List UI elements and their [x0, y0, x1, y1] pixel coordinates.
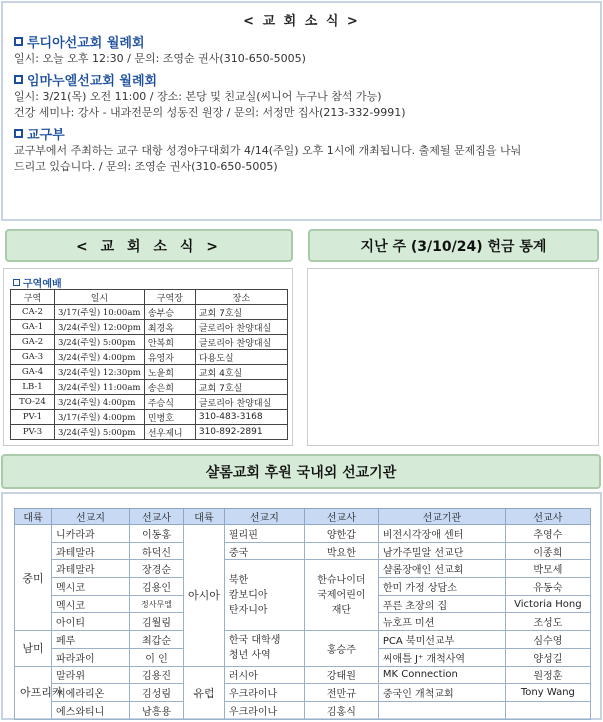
- news-item-immanuel: [14, 70, 600, 121]
- location-cell: 310-892-2891: [195, 425, 287, 440]
- square-bullet-icon: [13, 279, 20, 286]
- country-cell: 과테말라: [52, 560, 130, 578]
- country-cell: 파라과이: [52, 648, 130, 666]
- missionary-cell: 이종희: [505, 542, 590, 560]
- region-africa: 아프리카: [15, 666, 52, 719]
- country-cell: 말라위: [52, 666, 130, 684]
- missionary-cell: 유동숙: [505, 578, 590, 596]
- column-header: 선교사: [130, 509, 184, 525]
- district-cell: GA-4: [11, 365, 55, 380]
- missionary-cell: 하덕신: [130, 542, 184, 560]
- missions-rows: [15, 525, 591, 720]
- missionary-cell: 심수영: [505, 631, 590, 649]
- missionary-cell: 강태원: [304, 666, 378, 684]
- missionary-cell: 양성길: [505, 648, 590, 666]
- church-news-title: < 교 회 소 식 >: [243, 14, 360, 29]
- country-cell: 에스와티니: [52, 701, 130, 719]
- missionary-cell: 원정훈: [505, 666, 590, 684]
- table-row: [15, 525, 591, 543]
- org-cell: 씨애틀 J⁺ 개척사역: [378, 648, 505, 666]
- group-worship-table: [10, 289, 288, 440]
- table-row: [11, 395, 288, 410]
- news-item-line: 건강 세미나: 강사 - 내과전문의 성동진 원장 / 문의: 서정만 집사(213-332-9991): [14, 106, 406, 119]
- square-bullet-icon: [14, 129, 23, 138]
- leader-cell: 안복희: [144, 335, 195, 350]
- news-item-ludia: [14, 32, 600, 67]
- datetime-cell: 3/17(주일) 4:00pm: [55, 410, 145, 425]
- datetime-cell: 3/24(주일) 5:00pm: [55, 335, 145, 350]
- missionary-cell: 이동홍: [130, 525, 184, 543]
- missionary-cell: 남흥용: [130, 701, 184, 719]
- region-central-america: 중미: [15, 525, 52, 631]
- table-row: [11, 350, 288, 365]
- missionary-cell: 김홍식: [304, 701, 378, 719]
- missionary-cell: [505, 701, 590, 719]
- missionary-cell-multi: 한슈나이더 국제어린이 재단: [304, 560, 378, 631]
- square-bullet-icon: [14, 75, 23, 84]
- country-cell: 니카라과: [52, 525, 130, 543]
- leader-cell: 송은희: [144, 380, 195, 395]
- datetime-cell: 3/17(주일) 10:00am: [55, 305, 145, 320]
- column-header: 선교지: [52, 509, 130, 525]
- region-south-america: 남미: [15, 631, 52, 666]
- datetime-cell: 3/24(주일) 11:00am: [55, 380, 145, 395]
- missionary-cell: 정사무엘: [130, 595, 184, 613]
- column-header: 장소: [195, 290, 287, 305]
- org-cell: [378, 701, 505, 719]
- missionary-cell: Tony Wang: [505, 684, 590, 702]
- location-cell: 310-483-3168: [195, 410, 287, 425]
- leader-cell: 송부승: [144, 305, 195, 320]
- country-cell: 멕시코: [52, 578, 130, 596]
- group-worship-title: 구역예배: [23, 279, 62, 290]
- district-cell: GA-2: [11, 335, 55, 350]
- news-item-line: 교구부에서 주최하는 교구 대항 성경야구대회가 4/14(주일) 오후 1시에 개최됩니다. 출제될 문제집을 나눠: [14, 144, 522, 157]
- group-worship-rows: [11, 305, 288, 440]
- org-cell: 중국인 개척교회: [378, 684, 505, 702]
- org-cell: 푸른 초장의 집: [378, 595, 505, 613]
- district-cell: TO-24: [11, 395, 55, 410]
- country-cell: 멕시코: [52, 595, 130, 613]
- district-cell: LB-1: [11, 380, 55, 395]
- leader-cell: 노윤희: [144, 365, 195, 380]
- news-item-district: [14, 124, 600, 175]
- offering-stats-box: [307, 268, 599, 446]
- leader-cell: 선우제니: [144, 425, 195, 440]
- news-item-title: 루디아선교회 월례회: [27, 36, 145, 51]
- leader-cell: 최경옥: [144, 320, 195, 335]
- news-item-title: 교구부: [27, 128, 65, 143]
- missions-banner: 샬롬교회 후원 국내외 선교기관: [1, 454, 601, 489]
- table-row: [11, 380, 288, 395]
- table-row: [15, 631, 591, 649]
- location-cell: 글로리아 찬양대실: [195, 335, 287, 350]
- org-cell: 비전시각장애 센터: [378, 525, 505, 543]
- table-row: [15, 666, 591, 684]
- country-cell: 러시아: [224, 666, 304, 684]
- church-news-banner: < 교 회 소 식 >: [5, 229, 293, 262]
- news-item-line: 드리고 있습니다. / 문의: 조영순 권사(310-650-5005): [14, 160, 278, 173]
- table-row: [15, 542, 591, 560]
- district-cell: PV-3: [11, 425, 55, 440]
- country-cell: 중국: [224, 542, 304, 560]
- table-row: [11, 320, 288, 335]
- missionary-cell: 김성림: [130, 684, 184, 702]
- missions-box: [1, 492, 602, 720]
- datetime-cell: 3/24(주일) 12:00pm: [55, 320, 145, 335]
- org-cell: 남가주밀알 선교단: [378, 542, 505, 560]
- table-row: [15, 560, 591, 578]
- column-header: 일시: [55, 290, 145, 305]
- church-news-box: [1, 1, 602, 221]
- location-cell: 다용도실: [195, 350, 287, 365]
- missionary-cell: 조성도: [505, 613, 590, 631]
- datetime-cell: 3/24(주일) 4:00pm: [55, 350, 145, 365]
- missionary-cell: 김용진: [130, 666, 184, 684]
- missionary-cell: 박모세: [505, 560, 590, 578]
- missionary-cell: 최갑순: [130, 631, 184, 649]
- column-header: 선교사: [304, 509, 378, 525]
- column-header: 선교사: [505, 509, 590, 525]
- missionary-cell: 장경순: [130, 560, 184, 578]
- location-cell: 글로리아 찬양대실: [195, 395, 287, 410]
- column-header: 선교지: [224, 509, 304, 525]
- org-cell: 뉴호프 미션: [378, 613, 505, 631]
- column-header: 선교기관: [378, 509, 505, 525]
- location-cell: 글로리아 찬양대실: [195, 320, 287, 335]
- country-cell: 과테말라: [52, 542, 130, 560]
- missionary-cell: 김월림: [130, 613, 184, 631]
- country-cell: 아이티: [52, 613, 130, 631]
- news-item-line: 일시: 오늘 오후 12:30 / 문의: 조영순 권사(310-650-5005): [14, 52, 306, 65]
- leader-cell: 주승식: [144, 395, 195, 410]
- org-cell: 한미 가정 상담소: [378, 578, 505, 596]
- table-row: [11, 425, 288, 440]
- location-cell: 교회 7호실: [195, 380, 287, 395]
- missionary-cell: Victoria Hong: [505, 595, 590, 613]
- country-cell: 우크라이나: [224, 701, 304, 719]
- datetime-cell: 3/24(주일) 12:30pm: [55, 365, 145, 380]
- org-cell: MK Connection: [378, 666, 505, 684]
- missionary-cell: 이 인: [130, 648, 184, 666]
- region-asia: 아시아: [184, 525, 225, 667]
- missionary-cell: 홍승주: [304, 631, 378, 666]
- district-cell: CA-2: [11, 305, 55, 320]
- missionary-cell: 김용인: [130, 578, 184, 596]
- country-cell-multi: 한국 대학생 청년 사역: [224, 631, 304, 666]
- country-cell: 우크라이나: [224, 684, 304, 702]
- country-cell-multi: 북한 캄보디아 탄자니아: [224, 560, 304, 631]
- offering-stats-banner: 지난 주 (3/10/24) 헌금 통계: [308, 229, 599, 262]
- missionary-cell: 추영수: [505, 525, 590, 543]
- district-cell: GA-1: [11, 320, 55, 335]
- datetime-cell: 3/24(주일) 5:00pm: [55, 425, 145, 440]
- table-row: [11, 410, 288, 425]
- location-cell: 교회 4호실: [195, 365, 287, 380]
- leader-cell: 민병호: [144, 410, 195, 425]
- group-worship-box: [3, 268, 293, 446]
- region-europe: 유럽: [184, 666, 225, 719]
- org-cell: 샬롬장애인 선교회: [378, 560, 505, 578]
- table-row: [11, 305, 288, 320]
- country-cell: 씨에라리온: [52, 684, 130, 702]
- location-cell: 교회 7호실: [195, 305, 287, 320]
- datetime-cell: 3/24(주일) 4:00pm: [55, 395, 145, 410]
- square-bullet-icon: [14, 37, 23, 46]
- country-cell: 페루: [52, 631, 130, 649]
- leader-cell: 유영자: [144, 350, 195, 365]
- table-row: [15, 701, 591, 719]
- column-header: 구역장: [144, 290, 195, 305]
- table-row: [15, 684, 591, 702]
- missionary-cell: 박요한: [304, 542, 378, 560]
- table-row: [11, 365, 288, 380]
- missions-table: [14, 508, 591, 720]
- table-row: [11, 335, 288, 350]
- column-header: 대륙: [184, 509, 225, 525]
- district-cell: GA-3: [11, 350, 55, 365]
- news-item-title: 임마누엘선교회 월례회: [27, 74, 158, 89]
- missionary-cell: 전만규: [304, 684, 378, 702]
- column-header: 대륙: [15, 509, 52, 525]
- district-cell: PV-1: [11, 410, 55, 425]
- missionary-cell: 양한갑: [304, 525, 378, 543]
- country-cell: 필리핀: [224, 525, 304, 543]
- org-cell: PCA 북미선교부: [378, 631, 505, 649]
- news-item-line: 일시: 3/21(목) 오전 11:00 / 장소: 본당 및 친교실(씨니어 누구나 참석 가능): [14, 90, 382, 103]
- column-header: 구역: [11, 290, 55, 305]
